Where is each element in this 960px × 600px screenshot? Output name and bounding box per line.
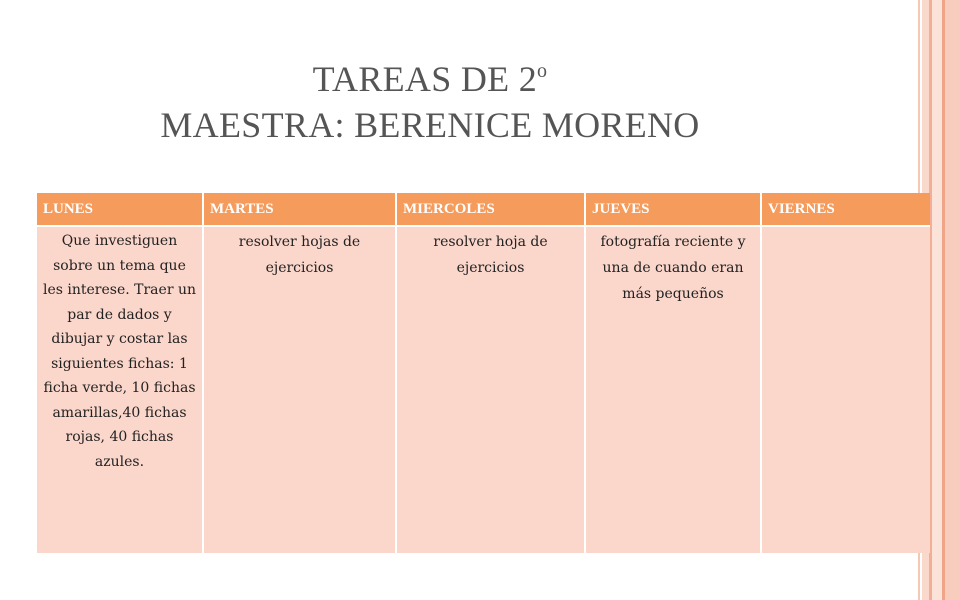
- title-text: TAREAS DE 2: [312, 59, 538, 99]
- header-viernes: VIERNES: [761, 193, 930, 226]
- decorative-stripe: [945, 0, 960, 600]
- cell-jueves: fotografía reciente y una de cuando eran más pequeños: [585, 226, 761, 553]
- header-miercoles: MIERCOLES: [396, 193, 585, 226]
- title-superscript: o: [537, 60, 548, 82]
- cell-viernes: [761, 226, 930, 553]
- cell-martes: resolver hojas de ejercicios: [203, 226, 396, 553]
- task-row: [37, 226, 930, 553]
- decorative-stripe: [932, 0, 942, 600]
- header-martes: MARTES: [203, 193, 396, 226]
- title-line-1: [60, 48, 800, 102]
- header-jueves: JUEVES: [585, 193, 761, 226]
- slide-title: [60, 48, 800, 148]
- title-line-2: MAESTRA: BERENICE MORENO: [160, 105, 700, 145]
- header-lunes: LUNES: [37, 193, 203, 226]
- cell-miercoles: resolver hoja de ejercicios: [396, 226, 585, 553]
- header-row: [37, 193, 930, 226]
- homework-table: [37, 193, 930, 553]
- cell-lunes: Que investiguen sobre un tema que les interese. Traer un par de dados y dibujar y costar las siguientes fichas: 1 ficha verde, 10 fichas amarillas,40 fichas rojas, 40 fichas azules.: [37, 226, 203, 553]
